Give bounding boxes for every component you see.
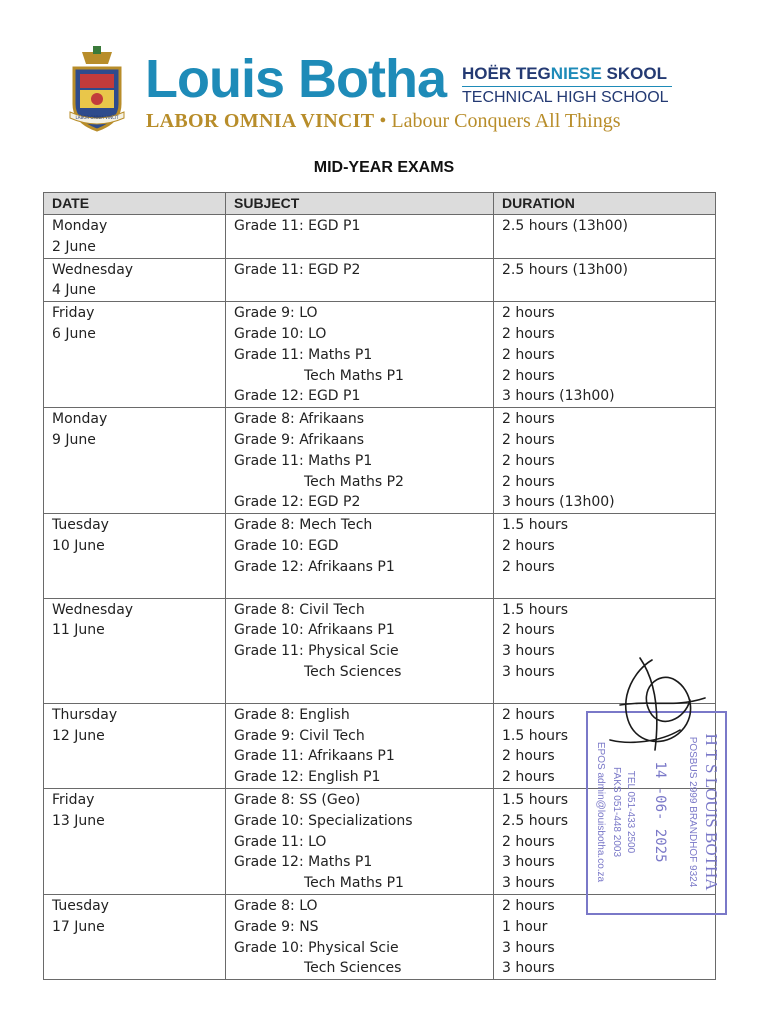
duration-line: 2 hours — [502, 622, 555, 639]
weekday: Wednesday — [52, 261, 134, 278]
column-header-duration: DURATION — [494, 193, 716, 215]
subject-line: Grade 9: NS — [234, 918, 319, 935]
subject-line: Tech Sciences — [304, 663, 402, 680]
motto-separator: • — [374, 110, 392, 132]
date: 12 June — [52, 727, 105, 744]
stamp-line1: H T S LOUIS BOTHA — [702, 733, 721, 891]
duration-line: 2 hours — [502, 833, 555, 850]
subject-line: Grade 10: Afrikaans P1 — [234, 622, 395, 639]
table-row — [44, 215, 716, 259]
duration-line: 3 hours (13h00) — [502, 388, 615, 405]
stamp-tel: TEL 051-433 2500 — [625, 770, 636, 854]
subject-line: Grade 11: Afrikaans P1 — [234, 748, 395, 765]
subject-line: Grade 12: Maths P1 — [234, 854, 373, 871]
duration-line: 2 hours — [502, 325, 555, 342]
subject-line: Grade 12: EGD P2 — [234, 494, 361, 511]
subject-cell — [226, 514, 494, 598]
crest-motto: LABOR OMNIA VINCIT — [75, 115, 119, 120]
duration-cell — [494, 302, 716, 408]
subject-cell — [226, 408, 494, 514]
weekday: Thursday — [52, 706, 118, 723]
duration-line: 3 hours — [502, 663, 555, 680]
subject-line: Grade 10: Specializations — [234, 812, 413, 829]
duration-line: 1.5 hours — [502, 791, 569, 808]
subject-line: Grade 11: Physical Scie — [234, 643, 399, 660]
duration-line: 3 hours — [502, 960, 555, 977]
date-cell — [44, 258, 226, 302]
subject-line: Grade 9: LO — [234, 305, 318, 322]
motto-english: Labour Conquers All Things — [391, 110, 621, 132]
duration-line: 3 hours — [502, 939, 555, 956]
duration-line: 2 hours — [502, 411, 555, 428]
school-name: Louis Botha — [145, 49, 446, 109]
column-header-subject: SUBJECT — [226, 193, 494, 215]
weekday: Monday — [52, 411, 108, 428]
subject-line: Grade 8: Mech Tech — [234, 517, 373, 534]
subject-line: Grade 10: Physical Scie — [234, 939, 399, 956]
subject-line: Tech Maths P1 — [304, 875, 404, 892]
duration-line: 1.5 hours — [502, 727, 569, 744]
table-row — [44, 258, 716, 302]
subject-line: Grade 12: Afrikaans P1 — [234, 558, 395, 575]
date-cell — [44, 894, 226, 979]
column-header-date: DATE — [44, 193, 226, 215]
stamp-email: EPOS admin@louisbotha.co.za — [595, 741, 606, 883]
duration-line: 3 hours (13h00) — [502, 494, 615, 511]
subject-line: Grade 12: EGD P1 — [234, 388, 361, 405]
subject-cell — [226, 598, 494, 703]
duration-line: 3 hours — [502, 875, 555, 892]
subject-line: Tech Sciences — [304, 960, 402, 977]
duration-line: 2 hours — [502, 769, 555, 786]
subject-line: Grade 9: Civil Tech — [234, 727, 365, 744]
subject-line: Grade 11: EGD P2 — [234, 261, 361, 278]
subject-line: Grade 12: English P1 — [234, 769, 381, 786]
date: 4 June — [52, 282, 96, 299]
date-cell — [44, 514, 226, 598]
date-cell — [44, 598, 226, 703]
stamp-line2: POSBUS 2999 BRANDHOF 9324 — [687, 736, 698, 888]
header-divider — [462, 86, 672, 87]
duration-line: 3 hours — [502, 854, 555, 871]
subject-line: Grade 8: Afrikaans — [234, 411, 365, 428]
table-row — [44, 514, 716, 598]
duration-cell — [494, 514, 716, 598]
duration-line: 2.5 hours (13h00) — [502, 261, 628, 278]
duration-line: 2 hours — [502, 346, 555, 363]
subject-line: Grade 10: EGD — [234, 537, 339, 554]
duration-line: 2 hours — [502, 473, 555, 490]
date: 6 June — [52, 325, 96, 342]
weekday: Monday — [52, 218, 108, 234]
subject-cell — [226, 788, 494, 894]
motto-latin: LABOR OMNIA VINCIT — [146, 110, 375, 132]
subject-line: Grade 9: Afrikaans — [234, 431, 365, 448]
subject-line: Grade 11: LO — [234, 833, 327, 850]
weekday: Friday — [52, 305, 95, 322]
weekday: Tuesday — [52, 517, 109, 534]
duration-line: 2 hours — [502, 897, 555, 914]
subject-cell — [226, 894, 494, 979]
duration-line: 2 hours — [502, 748, 555, 765]
subject-line: Grade 8: LO — [234, 897, 318, 914]
duration-cell — [494, 215, 716, 259]
date: 13 June — [52, 812, 105, 829]
duration-line: 3 hours — [502, 643, 555, 660]
school-name-afrikaans — [462, 64, 667, 84]
duration-line: 1.5 hours — [502, 601, 569, 618]
subject-line: Grade 11: Maths P1 — [234, 346, 373, 363]
date: 9 June — [52, 431, 96, 448]
date: 11 June — [52, 622, 105, 639]
subject-line: Grade 10: LO — [234, 325, 327, 342]
duration-line: 2 hours — [502, 452, 555, 469]
subject-cell — [226, 302, 494, 408]
school-motto — [146, 110, 620, 133]
duration-line: 2 hours — [502, 367, 555, 384]
subject-line: Tech Maths P1 — [304, 367, 404, 384]
subject-cell — [226, 703, 494, 788]
duration-line: 2.5 hours — [502, 812, 569, 829]
duration-line: 2 hours — [502, 558, 555, 575]
table-row — [44, 302, 716, 408]
school-crest-logo — [66, 46, 128, 132]
subject-line: Grade 11: EGD P1 — [234, 218, 361, 234]
duration-line: 2.5 hours (13h00) — [502, 218, 628, 234]
date: 10 June — [52, 537, 105, 554]
date-cell — [44, 408, 226, 514]
date-cell — [44, 302, 226, 408]
subject-line: Tech Maths P2 — [304, 473, 404, 490]
date: 17 June — [52, 918, 105, 935]
table-row — [44, 408, 716, 514]
subject-cell — [226, 215, 494, 259]
duration-line: 1 hour — [502, 918, 548, 935]
duration-cell — [494, 258, 716, 302]
duration-line: 2 hours — [502, 706, 555, 723]
subject-line: Grade 8: English — [234, 706, 350, 723]
school-name-af-part1: HOËR TEG — [462, 64, 551, 83]
duration-line: 2 hours — [502, 537, 555, 554]
page-title: MID-YEAR EXAMS — [313, 159, 455, 176]
stamp-fax: FAKS 051-448 2003 — [611, 766, 622, 858]
school-name-af-part2: NIESE — [550, 64, 602, 83]
duration-line: 1.5 hours — [502, 517, 569, 534]
weekday: Friday — [52, 791, 95, 808]
stamp-date: 14 -06- 2025 — [652, 761, 668, 863]
duration-cell — [494, 408, 716, 514]
school-name-english: TECHNICAL HIGH SCHOOL — [462, 89, 669, 106]
date: 2 June — [52, 238, 96, 255]
date-cell — [44, 703, 226, 788]
subject-line: Grade 11: Maths P1 — [234, 452, 373, 469]
school-name-af-part3: SKOOL — [601, 64, 667, 83]
signature — [580, 650, 730, 770]
duration-line: 2 hours — [502, 305, 555, 322]
date-cell — [44, 215, 226, 259]
date-cell — [44, 788, 226, 894]
subject-cell — [226, 258, 494, 302]
duration-line: 2 hours — [502, 431, 555, 448]
table-header-row — [44, 193, 716, 215]
weekday: Tuesday — [52, 897, 109, 914]
subject-line: Grade 8: SS (Geo) — [234, 791, 361, 808]
weekday: Wednesday — [52, 601, 134, 618]
subject-line: Grade 8: Civil Tech — [234, 601, 365, 618]
